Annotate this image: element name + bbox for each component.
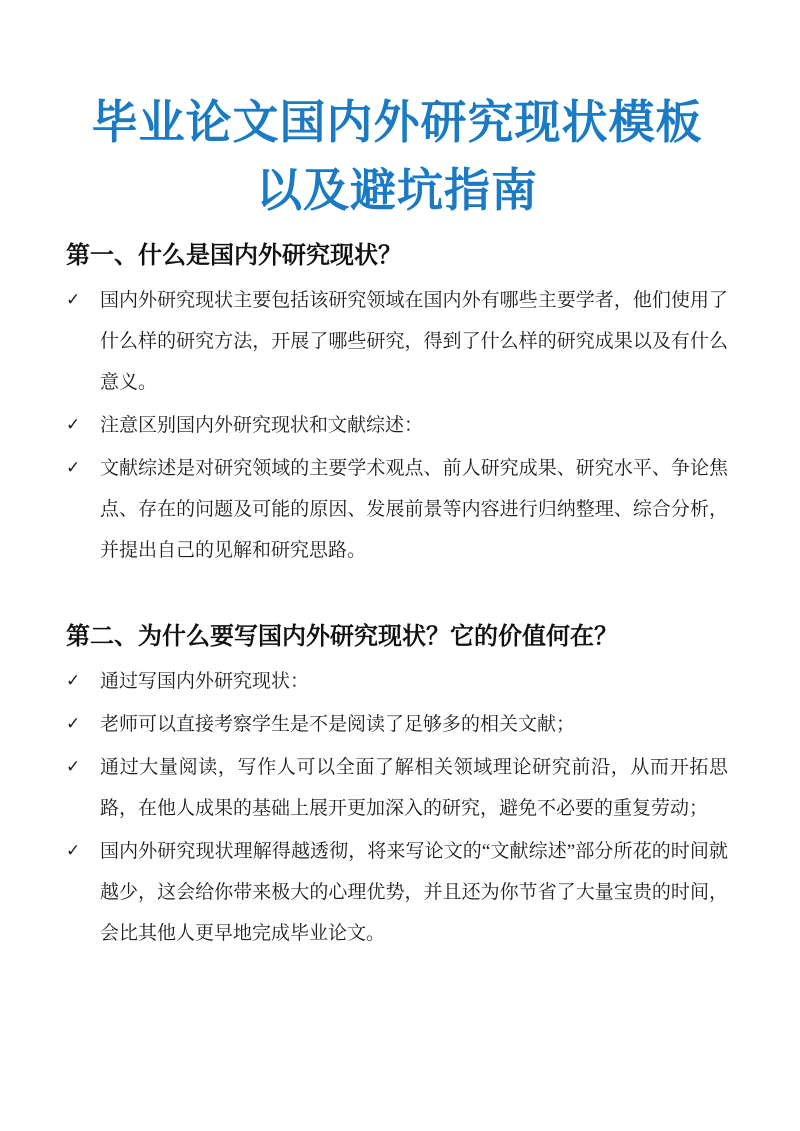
list-item-text: 国内外研究现状主要包括该研究领域在国内外有哪些主要学者，他们使用了什么样的研究方法，开展了哪些研究，得到了什么样的研究成果以及有什么意义。 xyxy=(100,290,728,393)
checkmark-icon: ✓ xyxy=(66,841,81,861)
title-line-2: 以及避坑指南 xyxy=(256,164,538,216)
list-item xyxy=(66,405,728,446)
list-item-text: 通过写国内外研究现状： xyxy=(100,671,310,692)
title-line-1: 毕业论文国内外研究现状模板 xyxy=(91,96,703,148)
section-2-heading: 第二、为什么要写国内外研究现状？它的价值何在？ xyxy=(66,623,618,650)
list-item-text: 老师可以直接考察学生是不是阅读了足够多的相关文献； xyxy=(100,714,576,735)
checkmark-icon: ✓ xyxy=(66,458,81,478)
list-item-text: 注意区别国内外研究现状和文献综述： xyxy=(100,415,424,436)
list-item xyxy=(66,831,728,954)
list-item-text: 国内外研究现状理解得越透彻，将来写论文的“文献综述”部分所花的时间就越少，这会给你带来极大的心理优势，并且还为你节省了大量宝贵的时间，会比其他人更早地完成毕业论文。 xyxy=(100,841,728,944)
document-title xyxy=(66,88,728,224)
list-item xyxy=(66,448,728,571)
checkmark-icon: ✓ xyxy=(66,290,81,310)
list-item xyxy=(66,280,728,403)
checkmark-icon: ✓ xyxy=(66,714,81,734)
list-item-text: 通过大量阅读，写作人可以全面了解相关领域理论研究前沿，从而开拓思路，在他人成果的基础上展开更加深入的研究，避免不必要的重复劳动； xyxy=(100,757,728,819)
section-why-write xyxy=(66,619,728,954)
checkmark-icon: ✓ xyxy=(66,671,81,691)
section-1-heading: 第一、什么是国内外研究现状？ xyxy=(66,242,402,269)
list-item-text: 文献综述是对研究领域的主要学术观点、前人研究成果、研究水平、争论焦点、存在的问题及可能的原因、发展前景等内容进行归纳整理、综合分析，并提出自己的见解和研究思路。 xyxy=(100,458,728,561)
list-item xyxy=(66,661,728,702)
list-item xyxy=(66,747,728,829)
list-item xyxy=(66,704,728,745)
checkmark-icon: ✓ xyxy=(66,757,81,777)
checkmark-icon: ✓ xyxy=(66,415,81,435)
section-what-is xyxy=(66,238,728,571)
